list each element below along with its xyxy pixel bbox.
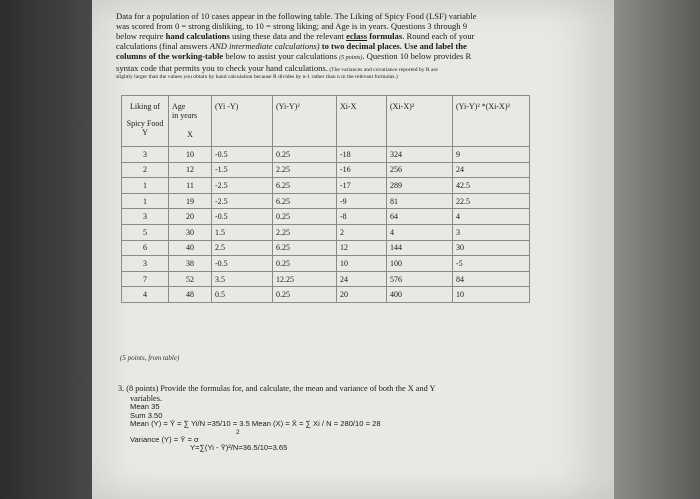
cell-dx: 2 xyxy=(337,224,387,240)
cell-product: 9 xyxy=(453,147,530,163)
cell-product: 24 xyxy=(453,162,530,178)
cell-dx2: 81 xyxy=(387,193,453,209)
cell-dy: -1.5 xyxy=(212,162,273,178)
cell-dy2: 6.25 xyxy=(273,178,337,194)
intro-bold-text: formulas xyxy=(367,31,403,42)
cell-dy2: 2.25 xyxy=(273,162,337,178)
cell-dx: -8 xyxy=(337,209,387,225)
table-row xyxy=(122,271,530,287)
table-row xyxy=(122,287,530,303)
cell-y: 4 xyxy=(122,287,169,303)
header-liking xyxy=(122,96,169,147)
cell-dy: -2.5 xyxy=(212,178,273,194)
cell-y: 1 xyxy=(122,178,169,194)
working-table-wrapper xyxy=(121,95,530,303)
table-row xyxy=(122,178,530,194)
cell-dx: -16 xyxy=(337,162,387,178)
cell-dy: -0.5 xyxy=(212,256,273,272)
cell-dx2: 256 xyxy=(387,162,453,178)
intro-small-text: (The variances and covariance reported by R are xyxy=(327,67,438,74)
intro-text: syntax code that permits you to check your hand calculations. xyxy=(116,63,328,74)
cell-dx: 24 xyxy=(337,271,387,287)
intro-bold-text: to two decimal places. Use and label the xyxy=(321,41,467,52)
intro-italic-text: AND xyxy=(209,41,227,52)
header-dx2: (Xi-X)² xyxy=(387,96,453,147)
cell-x: 11 xyxy=(169,178,212,194)
cell-dy2: 6.25 xyxy=(273,193,337,209)
header-age xyxy=(169,96,212,147)
intro-text: . Question 10 below provides R xyxy=(362,51,472,62)
cell-dy: 0.5 xyxy=(212,287,273,303)
header-dx: Xi-X xyxy=(337,96,387,147)
q3-answer-variance-formula: Y=∑(Yi - Ȳ)²/N=36.5/10=3.65 xyxy=(190,443,288,453)
cell-y: 3 xyxy=(122,209,169,225)
cell-dy2: 0.25 xyxy=(273,209,337,225)
intro-line-6 xyxy=(116,63,536,74)
cell-product: 10 xyxy=(453,287,530,303)
cell-product: 30 xyxy=(453,240,530,256)
header-text: Age xyxy=(172,102,186,111)
q3-answer-mean-formula: Mean (Y) = Ȳ = ∑ Yi/N =35/10 = 3.5 Mean (X) = X̄ = ∑ Xi / N = 280/10 = 28 xyxy=(130,419,381,429)
cell-y: 1 xyxy=(122,193,169,209)
cell-product: -5 xyxy=(453,256,530,272)
table-row xyxy=(122,209,530,225)
cell-dx2: 4 xyxy=(387,224,453,240)
cell-x: 48 xyxy=(169,287,212,303)
cell-y: 6 xyxy=(122,240,169,256)
intro-line-2: was scored from 0 = strong disliking, to 10 = strong liking; and Age is in years. Questions 3 through 9 xyxy=(116,21,468,32)
cell-dy: -0.5 xyxy=(212,209,273,225)
cell-y: 2 xyxy=(122,162,169,178)
intro-line-5 xyxy=(116,51,536,63)
intro-paragraph xyxy=(116,11,536,81)
header-dy: (Yi -Y) xyxy=(212,96,273,147)
table-header-row xyxy=(122,96,530,147)
cell-dx2: 64 xyxy=(387,209,453,225)
intro-bold-text: eclass xyxy=(346,31,368,42)
header-dy2: (Yi-Y)² xyxy=(273,96,337,147)
cell-dx: 20 xyxy=(337,287,387,303)
cell-product: 84 xyxy=(453,271,530,287)
cell-dy2: 6.25 xyxy=(273,240,337,256)
cell-x: 19 xyxy=(169,193,212,209)
cell-dx: -17 xyxy=(337,178,387,194)
question-3 xyxy=(118,384,538,453)
cell-dy2: 0.25 xyxy=(273,287,337,303)
intro-text: . Round each of your xyxy=(402,31,475,42)
intro-line-1: Data for a population of 10 cases appear in the following table. The Liking of Spicy Food (LSF) variable xyxy=(116,11,477,21)
cell-product: 22.5 xyxy=(453,193,530,209)
intro-line-3 xyxy=(116,31,536,41)
intro-bold-text: hand calculations xyxy=(165,31,230,42)
intro-bold-text: columns of the working-table xyxy=(116,51,224,62)
cell-dx2: 324 xyxy=(387,147,453,163)
header-product: (Yi-Y)² *(Xi-X)² xyxy=(453,96,530,147)
table-row xyxy=(122,256,530,272)
table-footnote: (5 points, from table) xyxy=(120,354,180,362)
intro-text: calculations (final answers xyxy=(116,41,210,52)
cell-dy2: 0.25 xyxy=(273,147,337,163)
q3-prompt-line-1: 3. (8 points) Provide the formulas for, and calculate, the mean and variance of both the X and Y xyxy=(118,384,436,393)
table-row xyxy=(122,147,530,163)
cell-dx: 12 xyxy=(337,240,387,256)
cell-y: 3 xyxy=(122,256,169,272)
cell-dy2: 2.25 xyxy=(273,224,337,240)
cell-x: 20 xyxy=(169,209,212,225)
header-text: Liking of xyxy=(130,102,160,111)
cell-dy: 3.5 xyxy=(212,271,273,287)
cell-dy2: 0.25 xyxy=(273,256,337,272)
cell-dx2: 144 xyxy=(387,240,453,256)
cell-dx2: 100 xyxy=(387,256,453,272)
cell-dx2: 289 xyxy=(387,178,453,194)
cell-y: 5 xyxy=(122,224,169,240)
cell-x: 40 xyxy=(169,240,212,256)
intro-text: using these data and the relevant xyxy=(229,31,347,42)
table-row xyxy=(122,193,530,209)
cell-dx: 10 xyxy=(337,256,387,272)
subheader-y: Spicy Food Y xyxy=(126,119,164,137)
cell-dy: -0.5 xyxy=(212,147,273,163)
cell-dx2: 576 xyxy=(387,271,453,287)
cell-product: 3 xyxy=(453,224,530,240)
intro-line-7: slightly larger than the values you obtain by hand calculation because R divides by n-1 rather than n in the relevant formulas.) xyxy=(116,74,398,81)
cell-dx2: 400 xyxy=(387,287,453,303)
cell-product: 42.5 xyxy=(453,178,530,194)
cell-dx: -18 xyxy=(337,147,387,163)
table-row xyxy=(122,162,530,178)
cell-dy2: 12.25 xyxy=(273,271,337,287)
desk-left-background xyxy=(0,0,92,499)
q3-answer-subscript: 2 xyxy=(236,428,240,436)
working-table xyxy=(121,95,530,303)
cell-x: 52 xyxy=(169,271,212,287)
cell-product: 4 xyxy=(453,209,530,225)
table-row xyxy=(122,240,530,256)
subheader-x: X xyxy=(187,130,193,139)
header-text: in years xyxy=(172,111,198,120)
cell-y: 7 xyxy=(122,271,169,287)
cell-x: 30 xyxy=(169,224,212,240)
q3-answer-mean: Mean 35 xyxy=(130,402,160,411)
q3-answer-variance-label: Variance (Y) = Ȳ = σ xyxy=(130,434,199,444)
intro-italic-text: intermediate calculations) xyxy=(226,41,322,52)
cell-y: 3 xyxy=(122,147,169,163)
cell-dy: 1.5 xyxy=(212,224,273,240)
cell-x: 12 xyxy=(169,162,212,178)
intro-line-4 xyxy=(116,41,536,51)
cell-dy: 2.5 xyxy=(212,240,273,256)
cell-x: 10 xyxy=(169,147,212,163)
intro-text: below require xyxy=(116,31,166,42)
desk-right-background xyxy=(614,0,700,499)
cell-dx: -9 xyxy=(337,193,387,209)
q3-answer-sum: Sum 3.50 xyxy=(130,410,163,420)
intro-points-text: (5 points) xyxy=(339,55,363,62)
cell-dy: -2.5 xyxy=(212,193,273,209)
intro-text: below to assist your calculations xyxy=(223,51,340,62)
table-row xyxy=(122,224,530,240)
q3-prompt-line-2: variables. xyxy=(130,393,163,403)
cell-x: 38 xyxy=(169,256,212,272)
